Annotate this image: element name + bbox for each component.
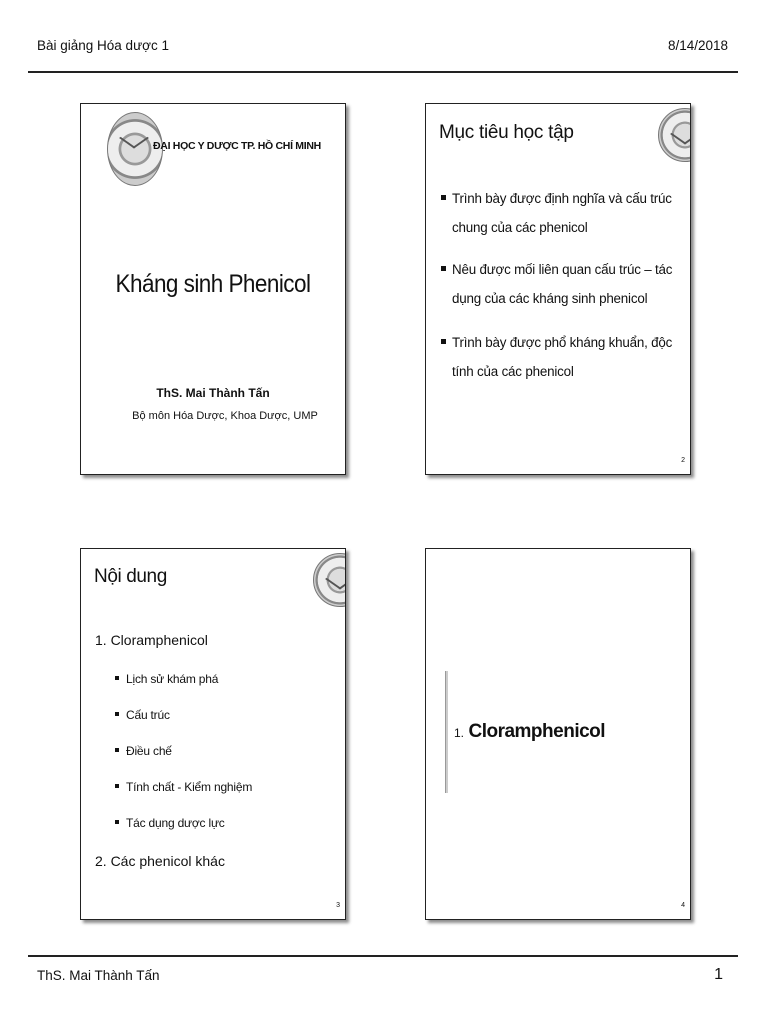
objectives-list [440, 184, 680, 401]
list-item: Lịch sử khám phá [114, 669, 252, 705]
outline-subitems [114, 669, 252, 849]
header-rule [28, 71, 738, 73]
slide-title: Mục tiêu học tập [439, 122, 574, 143]
list-item: Nêu được mối liên quan cấu trúc – tác dụng của các kháng sinh phenicol [440, 255, 680, 313]
page-number: 1 [714, 966, 723, 983]
section-number: 1. [454, 726, 465, 740]
section-title: Cloramphenicol [468, 721, 606, 742]
slide-4-thumbnail [425, 548, 691, 920]
slide-2-thumbnail [425, 103, 691, 475]
handout-footer-author: ThS. Mai Thành Tấn [37, 968, 160, 983]
list-item: Điều chế [114, 741, 252, 777]
slide-title: Nội dung [94, 566, 167, 587]
list-item: Tác dụng dược lực [114, 813, 252, 849]
slide-number: 3 [336, 902, 340, 909]
slide-number: 2 [681, 457, 685, 464]
list-item: Trình bày được định nghĩa và cấu trúc chung của các phenicol [440, 184, 680, 242]
slide-1-thumbnail [80, 103, 346, 475]
handout-header-date: 8/14/2018 [667, 38, 728, 53]
list-item: Tính chất - Kiểm nghiệm [114, 777, 252, 813]
university-seal-icon [313, 553, 346, 607]
university-name: ĐẠI HỌC Y DƯỢC TP. HỒ CHÍ MINH [153, 140, 321, 152]
section-divider-bar [445, 671, 448, 793]
slide-3-thumbnail [80, 548, 346, 920]
list-item: Trình bày được phổ kháng khuẩn, độc tính của các phenicol [440, 328, 680, 386]
section-heading [454, 721, 605, 743]
university-seal-icon [658, 108, 691, 162]
handout-header-title: Bài giảng Hóa dược 1 [37, 38, 169, 53]
outline-item: 2. Các phenicol khác [95, 853, 225, 869]
slide-number: 4 [681, 902, 685, 909]
footer-rule [28, 955, 738, 957]
department-name: Bộ môn Hóa Dược, Khoa Dược, UMP [132, 410, 318, 422]
list-item: Cấu trúc [114, 705, 252, 741]
outline-item: 1. Cloramphenicol [95, 632, 208, 648]
slide-title: Kháng sinh Phenicol [115, 270, 311, 298]
author-name: ThS. Mai Thành Tấn [156, 386, 270, 400]
